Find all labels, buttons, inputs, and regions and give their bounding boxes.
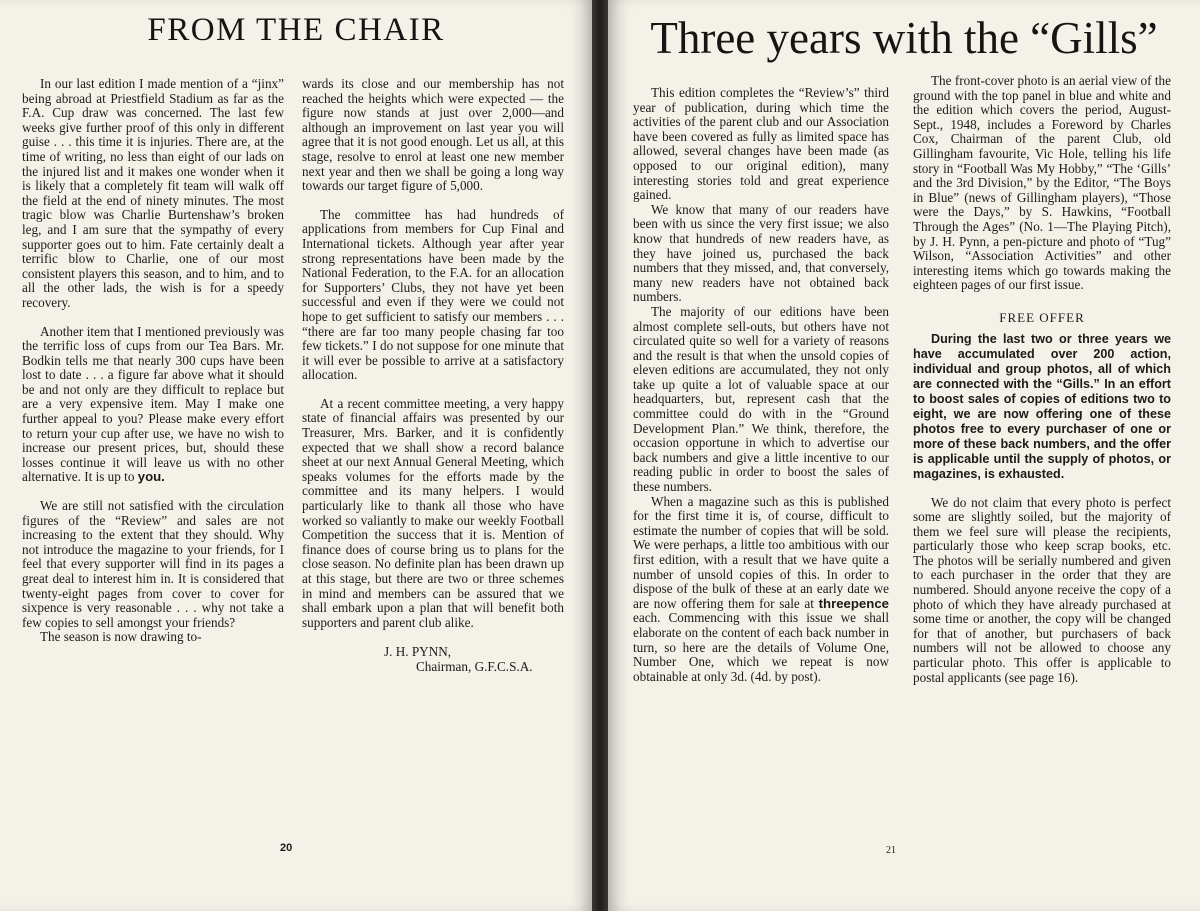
paragraph: The majority of our editions have been almost complete sell-outs, but others have not circulated quite so well for a variety of reasons and the result is that when the unsold copies of eleven editions are accumulated, they not only take up quite a lot of valuable space at our headquarters, but, represent cash that the committee could do with in the “Ground Development Plan.” We think, therefore, the occasion opportune in which to advertise our back numbers and give a little incentive to our reading public in order to boost the sales of these numbers. (633, 303, 889, 495)
page-title: Three years with the “Gills” (650, 13, 1158, 63)
signature-block (302, 644, 564, 674)
paragraph-text: each. Commencing with this issue we shall elaborate on the content of each back number in turn, so here are the details of Volume One, Number One, which we repeat is now obtainable at only 3d. (4d. by post). (633, 610, 889, 684)
page-number: 20 (280, 842, 293, 854)
paragraph: The front-cover photo is an aerial view of the ground with the top panel in blue and white and the edition which covers the period, August-Sept., 1948, includes a Foreword by Charles Cox, Chairman of the parent Club, old Gillingham favourite, Vic Hole, telling his life story in “Football Was My Hobby,” “The ‘Gills’ and the 3rd Division,” by the Editor, “The Boys in Blue” (news of Gillingham players), “Those were the Days,” by S. Hawkins, “Football Through the Ages” (No. 1—The Playing Pitch), by J. H. Pynn, a pen-picture and photo of “Tug” Wilson, “Association Activities” and other interesting items which go towards making the eighteen pages of our first issue. (913, 73, 1171, 293)
right-column-1 (633, 86, 889, 684)
emphasis-text: threepence (818, 595, 889, 611)
right-page (608, 0, 1200, 911)
left-column-1 (22, 77, 284, 645)
signature-name: J. H. PYNN, (384, 644, 452, 660)
paragraph: The season is now drawing to- (40, 629, 202, 645)
paragraph: At a recent committee meeting, a very happy state of financial affairs was presented by our Treasurer, Mrs. Barker, and it is confidently expected that we shall show a record balance sheet at our next Annual General Meeting, which speaks volumes for the efforts made by the committee and its many helpers. I would particularly like to thank all those who have worked so valiantly to make our weekly Football Competition the success that it is. Mention of finance does of course bring us to plans for the close season. No definite plan has been drawn up at this stage, but there are two or three schemes in mind and members can be assured that we shall embark upon a plan that will benefit both supporters and parent club alike. (302, 395, 564, 630)
book-gutter (592, 0, 608, 911)
paragraph: This edition completes the “Review’s” third year of publication, during which time the activities of the parent club and our Association have been covered as fully as limited space has allowed, several changes have been made (as opposed to our original edition), many interesting stories told and great experience gained. (633, 85, 889, 203)
paragraph (633, 495, 889, 685)
paragraph-text: When a magazine such as this is published for the first time it is, of course, difficult to estimate the number of copies that will be sold. We were perhaps, a little too ambitious with our first edition, with a result that we have quite a number of unsold copies of this. In order to dispose of the bulk of these at an early date we are now offering them for sale at (633, 493, 889, 611)
offer-heading: FREE OFFER (999, 309, 1085, 325)
paragraph: In our last edition I made mention of a “jinx” being abroad at Priestfield Stadium as far as the F.A. Cup draw was concerned. The last few weeks give further proof of this only in different guise . . . this time it is injuries. There are, at the time of writing, no less than eight of our lads on the injured list and it makes one wonder when it is likely that a completely fit team will walk off the field at the end of ninety minutes. The most tragic blow was Charlie Burtenshaw’s broken leg, and I am sure that the sympathy of every supporter goes out to him. Fate certainly dealt a terrific blow to Charlie, one of our most consistent players this season, and to him, and to all the other lads, the wish is for a speedy recovery. (22, 76, 284, 310)
right-column-2 (913, 74, 1171, 685)
left-column-2 (302, 77, 564, 674)
paragraph (22, 325, 284, 486)
paragraph: The committee has had hundreds of applications from members for Cup Final and International tickets. Although year after year strong representations have been made by the National Federation, to the F.A. for an allocation for Supporters’ Clubs, they not have yet been successful and even if they were we could not hope to get sufficient to satisfy our members . . . “there are far too many people chasing far too few tickets.” I do not suppose for one minute that it will ever be possible to arrive at a satisfactory allocation. (302, 206, 564, 383)
signature-role: Chairman, G.F.C.S.A. (416, 659, 533, 675)
paragraph: wards its close and our membership has not reached the heights which were expected — the figure now stands at just over 2,000—and although an improvement on last year you will agree that it is not good enough. Let us all, at this stage, resolve to enrol at least one new member next year and then we shall be going a long way towards our target figure of 5,000. (302, 76, 564, 194)
paragraph: We are still not satisfied with the circulation figures of the “Review” and sales are not increasing to the extent that they should. Why not introduce the magazine to your friends, for I feel that every supporter will find in its pages a great deal to interest him in. It is considered that twenty-eight pages from cover to cover for sixpence is very reasonable . . . why not take a few copies to sell amongst your friends? (22, 498, 284, 630)
paragraph: We do not claim that every photo is perfect some are slightly soiled, but the majority of them we feel sure will please the recipients, particularly those who keep scrap books, etc. The photos will be serially numbered and given to each purchaser in the order that they are numbered. Should anyone receive the copy of a photo of which they have already purchased at some time or another, the copy will be changed for that of another, but purchasers of back numbers will not be allowed to choose any particular photo. This offer is applicable to postal applicants (see page 16). (913, 494, 1171, 685)
left-page (0, 0, 592, 911)
paragraph: We know that many of our readers have been with us since the very first issue; we also know that hundreds of new readers have, as they have joined us, purchased the back numbers that they missed, and, that conversely, many new readers have not obtained back numbers. (633, 201, 889, 305)
page-title: FROM THE CHAIR (147, 12, 445, 48)
page-number: 21 (886, 845, 896, 856)
offer-paragraph: During the last two or three years we have accumulated over 200 action, individual and group photos, all of which are connected with the “Gills.” In an effort to boost sales of copies of editions two to eight, we are now offering one of these photos free to every purchaser of one or more of these back numbers, and the offer is applicable until the supply of photos, or magazines, is exhausted. (913, 331, 1171, 481)
emphasis-text: you. (137, 469, 165, 485)
paragraph-text: Another item that I mentioned previously was the terrific loss of cups from our Tea Bars. Mr. Bodkin tells me that nearly 300 cups have been lost to date . . . a figure far above what it should be and not only are they difficult to replace but are a very expensive item. May I make one further appeal to you? Please make every effort to return your cup after use, we have no wish to increase our present prices, but, should these losses continue it will leave us with no other alternative. It is up to (22, 323, 284, 485)
